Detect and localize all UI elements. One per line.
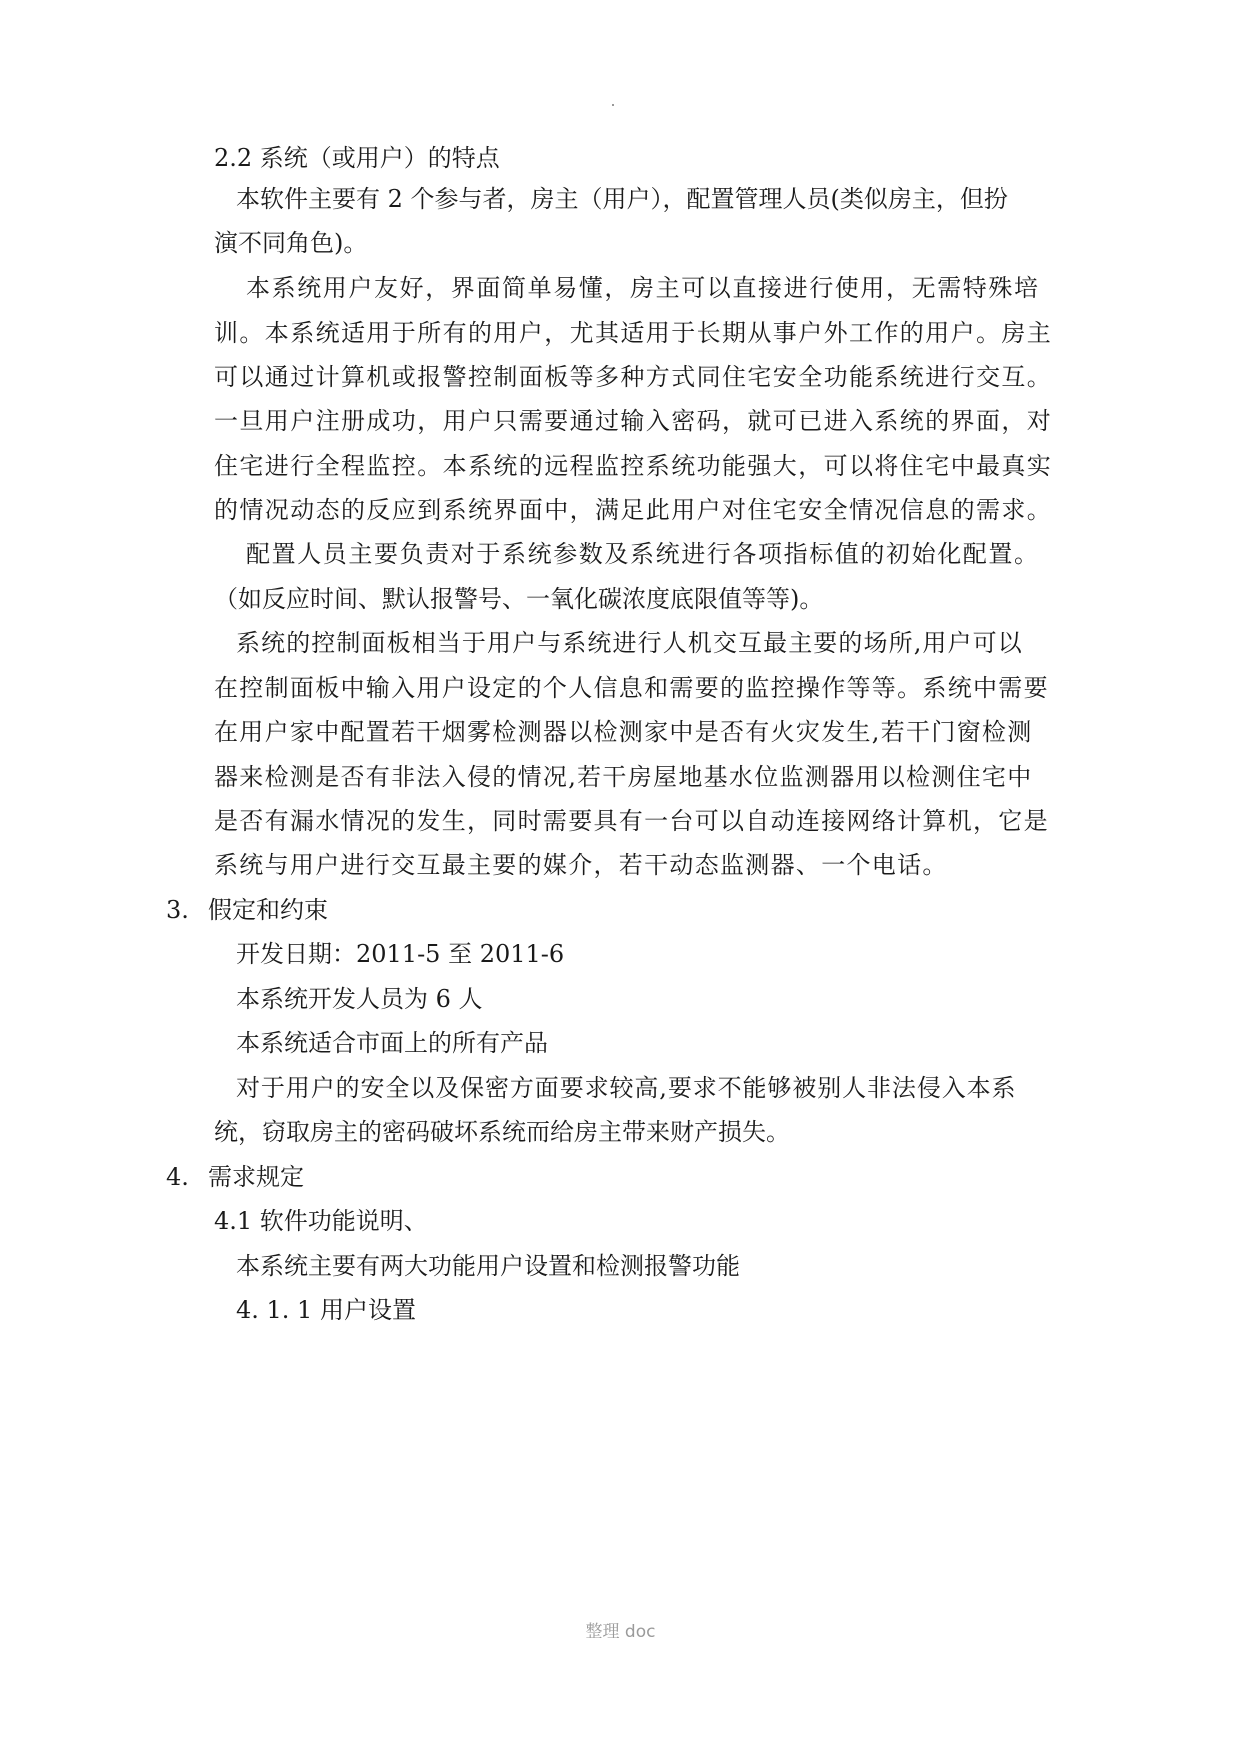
para2-line-3: 可以通过计算机或报警控制面板等多种方式同住宅安全功能系统进行交互。 bbox=[214, 363, 1053, 391]
para3-line-2: （如反应时间、默认报警号、一氧化碳浓度底限值等等)。 bbox=[214, 585, 824, 613]
section-4-heading bbox=[166, 1162, 304, 1192]
section-3-para-line-2: 统，窃取房主的密码破坏系统而给房主带来财产损失。 bbox=[214, 1118, 790, 1146]
para4-line-1: 系统的控制面板相当于用户与系统进行人机交互最主要的场所,用户可以 bbox=[236, 629, 1023, 657]
section-4-1-1-heading: 4. 1. 1 用户设置 bbox=[236, 1296, 416, 1324]
para1-line-1: 本软件主要有 2 个参与者，房主（用户），配置管理人员(类似房主，但扮 bbox=[236, 185, 1008, 213]
para1-line-2: 演不同角色)。 bbox=[214, 229, 368, 257]
section-4-title: 需求规定 bbox=[208, 1163, 304, 1191]
section-3-heading bbox=[166, 895, 328, 925]
para2-line-1: 本系统用户友好，界面简单易懂，房主可以直接进行使用，无需特殊培 bbox=[246, 274, 1040, 302]
section-3-item-1: 开发日期：2011-5 至 2011-6 bbox=[236, 940, 565, 968]
para4-line-2: 在控制面板中输入用户设定的个人信息和需要的监控操作等等。系统中需要 bbox=[214, 674, 1049, 702]
section-4-1-text: 本系统主要有两大功能用户设置和检测报警功能 bbox=[236, 1252, 740, 1280]
para3-line-1: 配置人员主要负责对于系统参数及系统进行各项指标值的初始化配置。 bbox=[246, 540, 1040, 568]
para2-line-2: 训。本系统适用于所有的用户，尤其适用于长期从事户外工作的用户。房主 bbox=[214, 319, 1053, 347]
para4-line-3: 在用户家中配置若干烟雾检测器以检测家中是否有火灾发生,若干门窗检测 bbox=[214, 718, 1033, 746]
section-3-number: 3. bbox=[166, 896, 189, 924]
section-3-title: 假定和约束 bbox=[208, 896, 328, 924]
page-footer: 整理 doc bbox=[585, 1622, 656, 1642]
section-3-item-2: 本系统开发人员为 6 人 bbox=[236, 985, 483, 1013]
para4-line-6: 系统与用户进行交互最主要的媒介，若干动态监测器、一个电话。 bbox=[214, 851, 948, 879]
section-4-number: 4. bbox=[166, 1163, 189, 1191]
section-4-1-heading: 4.1 软件功能说明、 bbox=[214, 1207, 428, 1235]
section-2-2-heading: 2.2 系统（或用户）的特点 bbox=[214, 144, 500, 172]
para2-line-6: 的情况动态的反应到系统界面中，满足此用户对住宅安全情况信息的需求。 bbox=[214, 496, 1053, 524]
para4-line-5: 是否有漏水情况的发生，同时需要具有一台可以自动连接网络计算机，它是 bbox=[214, 807, 1049, 835]
page-mark bbox=[612, 104, 614, 106]
para2-line-5: 住宅进行全程监控。本系统的远程监控系统功能强大，可以将住宅中最真实 bbox=[214, 452, 1053, 480]
section-3-para-line-1: 对于用户的安全以及保密方面要求较高,要求不能够被别人非法侵入本系 bbox=[236, 1074, 1017, 1102]
section-3-item-3: 本系统适合市面上的所有产品 bbox=[236, 1029, 548, 1057]
para2-line-4: 一旦用户注册成功，用户只需要通过输入密码，就可已进入系统的界面，对 bbox=[214, 407, 1053, 435]
para4-line-4: 器来检测是否有非法入侵的情况,若干房屋地基水位监测器用以检测住宅中 bbox=[214, 763, 1033, 791]
